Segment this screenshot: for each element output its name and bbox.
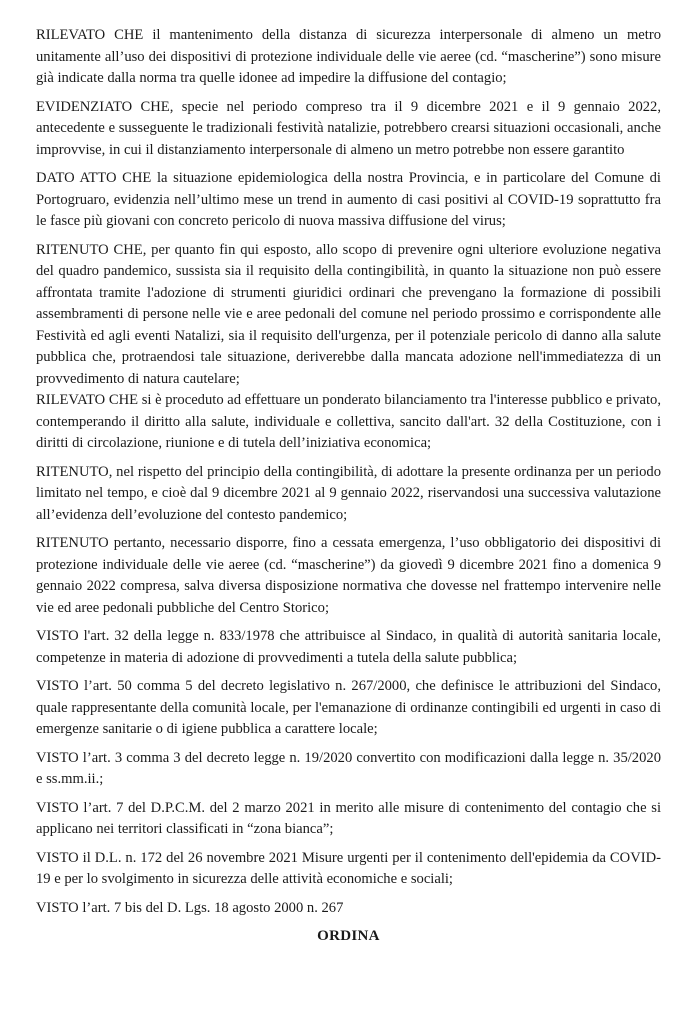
recital-visto-dl-172: VISTO il D.L. n. 172 del 26 novembre 2021 Misure urgenti per il contenimento dell'epidemia da COVID-19 e per lo svolgimento in sicurezza delle attività economiche e sociali; [36,849,661,887]
recital-ritenuto-periodo: RITENUTO, nel rispetto del principio della contingibilità, di adottare la presente ordinanza per un periodo limitato nel tempo, e cioè dal 9 dicembre 2021 al 9 gennaio 2022, riservandosi una successiva valutazione all’evidenza dell’evoluzione del contesto pandemico; [36,463,661,523]
recital-dato-atto: DATO ATTO CHE la situazione epidemiologica della nostra Provincia, e in particolare del Comune di Portogruaro, evidenzia nell’ultimo mese un trend in aumento di casi positivi al COVID-19 soprattutto fra le fasce più giovani con concreto pericolo di nuova massiva diffusione del virus; [36,170,661,229]
recital-visto-dl-19-2020: VISTO l’art. 3 comma 3 del decreto legge n. 19/2020 convertito con modificazioni dalla legge n. 35/2020 e ss.mm.ii.; [36,749,661,787]
recital-visto-art7bis: VISTO l’art. 7 bis del D. Lgs. 18 agosto 2000 n. 267 [36,899,344,916]
recital-ritenuto-pertanto: RITENUTO pertanto, necessario disporre, fino a cessata emergenza, l’uso obbligatorio dei dispositivi di protezione individuale delle vie aeree (cd. “mascherine”) da giovedì 9 dicembre 2021 fino a domenica 9 gennaio 2022 compresa, salva diversa disposizione normativa che dovesse nel frattempo intervenire nelle vie ed aree pedonali pubbliche del Centro Storico; [36,535,661,616]
recital-evidenziato: EVIDENZIATO CHE, specie nel periodo compreso tra il 9 dicembre 2021 e il 9 gennaio 2022, antecedente e susseguente le tradizionali festività natalizie, potrebbero crearsi situazioni occasionali, anche improvvise, in cui il distanziamento interpersonale di almeno un metro potrebbe non essere garantito [36,98,661,158]
recital-rilevato-1: RILEVATO CHE il mantenimento della distanza di sicurezza interpersonale di almeno un metro unitamente all’uso dei dispositivi di protezione individuale delle vie aeree (cd. “mascherine”) sono misure già indicate dalla norma tra quelle idonee ad impedire la diffusione del contagio; [36,27,661,86]
recital-visto-dpcm: VISTO l’art. 7 del D.P.C.M. del 2 marzo 2021 in merito alle misure di contenimento del contagio che si applicano nei territori classificati in “zona bianca”; [36,799,661,837]
recital-visto-dlgs-267: VISTO l’art. 50 comma 5 del decreto legislativo n. 267/2000, che definisce le attribuzioni del Sindaco, quale rappresentante della comunità locale, per l'emanazione di ordinanze contingibili ed urgenti in caso di emergenze sanitarie o di igiene pubblica a carattere locale; [36,678,661,737]
recital-visto-legge-833: VISTO l'art. 32 della legge n. 833/1978 che attribuisce al Sindaco, in qualità di autorità sanitaria locale, competenze in materia di adozione di provvedimenti a tutela della salute pubblica; [36,628,661,666]
recital-ritenuto-che: RITENUTO CHE, per quanto fin qui esposto, allo scopo di prevenire ogni ulteriore evoluzione negativa del quadro pandemico, sussista sia il requisito della contingibilità, in quanto la situazione non può essere affrontata tramite l'adozione di strumenti giuridici ordinari che prevengano la formazione di possibili assembramenti di persone nelle vie e aree pedonali del comune nel periodo prossimo e corrispondente alle Festività ed agli eventi Natalizi, sia il requisito dell'urgenza, per il potenziale pericolo di danno alla salute pubblica che, protraendosi tale situazione, deriverebbe dalla mancata adozione nell'immediatezza di un provvedimento di natura cautelare; [36,241,661,387]
ordina-heading: ORDINA [317,928,380,944]
recital-rilevato-2: RILEVATO CHE si è proceduto ad effettuare un ponderato bilanciamento tra l'interesse pubblico e privato, contemperando il diritto alla salute, individuale e collettiva, sancito dall'art. 32 della Costituzione, con i diritti di circolazione, riunione e di tutela dell’iniziativa economica; [36,392,661,451]
